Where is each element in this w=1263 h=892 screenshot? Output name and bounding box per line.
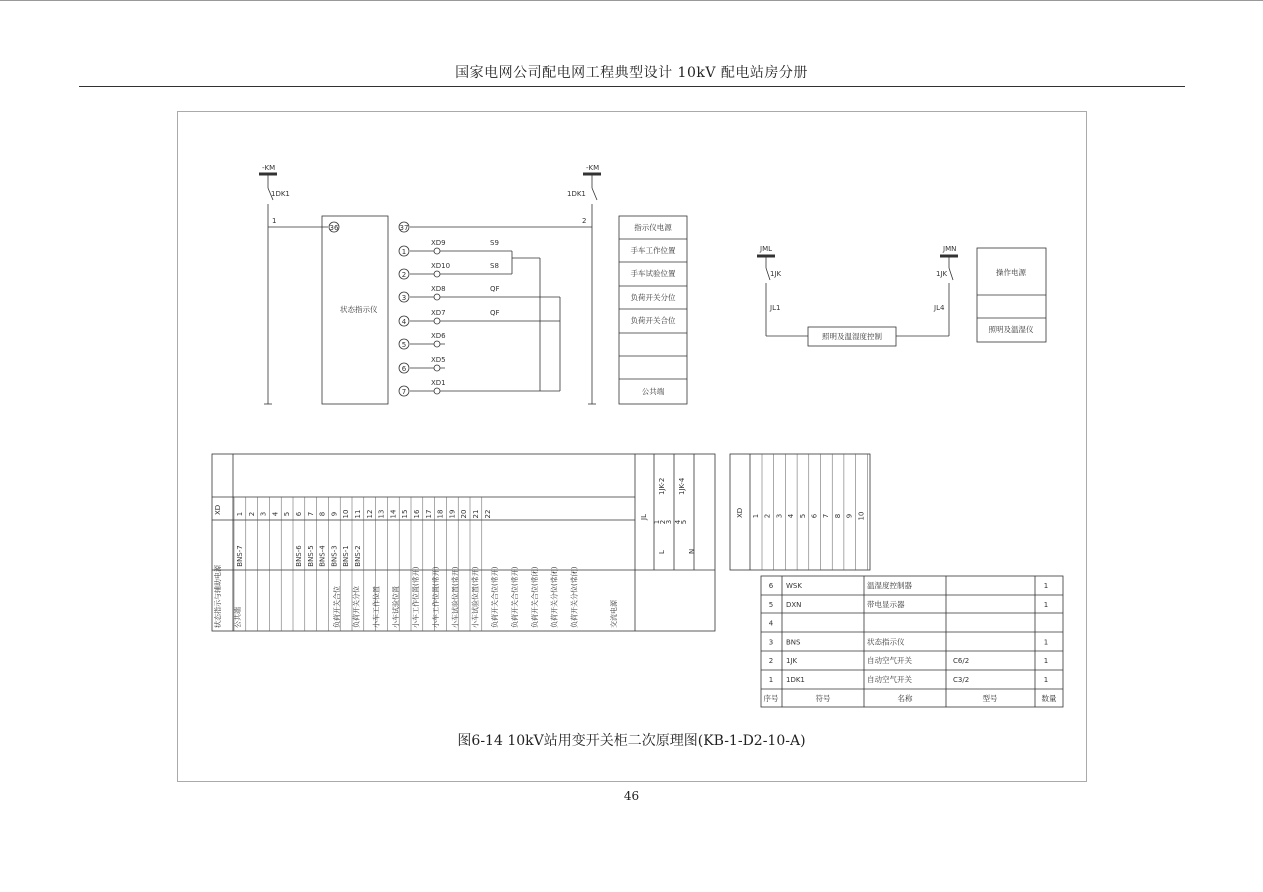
bom-cell-qty: 1 — [1043, 638, 1049, 647]
wire-label-2: 2 — [582, 217, 587, 225]
terminal-number: 1 — [236, 511, 244, 517]
terminal-number: 2 — [763, 513, 772, 519]
bom-cell-no: 1 — [768, 676, 774, 684]
jl-ref-label: 1JK-4 — [678, 477, 686, 495]
right-point-right: JL4 — [934, 304, 945, 312]
bns-label: BNS-2 — [354, 545, 362, 567]
terminal-xd-label: XD10 — [431, 262, 451, 270]
breaker-label-right: 1DK1 — [567, 190, 586, 198]
terminal-number: 15 — [401, 509, 410, 519]
device-label: 状态指示仪 — [340, 305, 378, 314]
function-label: 公共端 — [641, 387, 665, 396]
terminal-xd-label: XD5 — [431, 356, 446, 364]
right-point-left: JL1 — [770, 304, 781, 312]
contact-label: S9 — [490, 239, 499, 247]
terminal-number: 3 — [401, 294, 407, 302]
jl-terminal-number: 5 — [680, 519, 688, 525]
terminal-number: 6 — [810, 513, 819, 519]
terminal-number: 6 — [295, 511, 303, 517]
bns-label: BNS-6 — [295, 545, 303, 567]
jl-header: JL — [640, 514, 648, 520]
function-row-label: 小车工作位置(常开) — [431, 566, 440, 628]
bom-header: 名称 — [897, 694, 913, 703]
figure-caption: 图6-14 10kV站用变开关柜二次原理图(KB-1-D2-10-A) — [457, 733, 806, 749]
function-label: 手车工作位置 — [630, 246, 676, 255]
terminal-number: 6 — [401, 365, 407, 373]
bom-cell-model: C3/2 — [953, 676, 970, 684]
bns-label: BNS-7 — [236, 545, 244, 567]
terminal-number: 37 — [399, 224, 409, 232]
jl-ref-label: 1JK-2 — [658, 477, 666, 495]
load-label: 照明及温湿度控制 — [822, 332, 882, 341]
terminal-number: 9 — [330, 511, 339, 517]
terminal-number: 10 — [342, 509, 351, 519]
terminal-number: 3 — [775, 513, 784, 519]
contact-label: QF — [490, 309, 500, 317]
bus-label-right: -KM — [586, 164, 600, 172]
function-row-label: 小车工作位置(常开) — [412, 566, 420, 628]
function-row-label: 状态指示与辅助电源 — [214, 565, 222, 628]
bus-label-left: -KM — [262, 164, 276, 172]
terminal-number: 8 — [833, 513, 842, 519]
terminal-number: 1 — [401, 248, 407, 256]
terminal-number: 4 — [787, 513, 796, 519]
bom-cell-name: 温湿度控制器 — [867, 581, 912, 590]
function-row-label: 负荷开关分位(常闭) — [550, 566, 559, 628]
right-breaker-right: 1JK — [936, 270, 948, 278]
bom-cell-name: 带电显示器 — [867, 599, 905, 609]
link-marker — [434, 271, 440, 277]
bom-cell-qty: 1 — [1043, 582, 1049, 590]
terminal-number: 1 — [752, 513, 760, 519]
terminal-number: 5 — [798, 513, 807, 519]
terminal-number: 10 — [857, 511, 866, 521]
terminal-number: 22 — [483, 509, 492, 519]
bom-cell-no: 2 — [768, 657, 774, 666]
bom-cell-symbol: 1JK — [786, 657, 798, 666]
terminal-number: 11 — [354, 509, 362, 519]
function-row-label: 小车试验位置 — [392, 586, 401, 628]
right-bus-label-left: JML — [760, 245, 773, 253]
function-row-label: 负荷开关合位(常开) — [491, 566, 500, 628]
bom-cell-name: 状态指示仪 — [867, 637, 905, 647]
contact-label: S8 — [490, 262, 499, 270]
bom-cell-no: 4 — [768, 619, 774, 628]
terminal-xd-label: XD6 — [431, 332, 446, 340]
jl-letter: N — [688, 548, 696, 554]
terminal-xd-label: XD7 — [431, 309, 446, 317]
bom-cell-qty: 1 — [1043, 676, 1049, 684]
terminal-number: 2 — [247, 511, 256, 517]
terminal-xd-label: XD9 — [431, 239, 446, 247]
link-marker — [434, 388, 440, 394]
bom-header: 序号 — [763, 694, 779, 703]
function-label: 照明及温湿仪 — [988, 325, 1034, 334]
bns-label: BNS-3 — [330, 545, 339, 567]
terminal-number: 5 — [283, 511, 292, 517]
bns-label: BNS-1 — [342, 545, 351, 567]
terminal-number: 7 — [822, 513, 831, 519]
breaker-label-left: 1DK1 — [271, 190, 290, 198]
terminal-xd-label: XD8 — [431, 285, 446, 293]
page-number: 46 — [623, 789, 640, 803]
bom-header: 型号 — [982, 694, 998, 703]
bom-cell-name: 自动空气开关 — [867, 656, 912, 666]
function-row-label: 小车工作位置 — [372, 586, 381, 628]
bom-header: 符号 — [815, 694, 831, 703]
terminal-number: 2 — [401, 271, 407, 279]
bom-cell-no: 3 — [768, 638, 774, 647]
bom-cell-no: 6 — [768, 582, 774, 590]
link-marker — [434, 341, 440, 347]
bom-cell-no: 5 — [768, 600, 774, 609]
bom-cell-qty: 1 — [1043, 600, 1049, 609]
function-row-label: 小车试验位置(常开) — [451, 566, 460, 628]
function-row-label: 负荷开关合位(常开) — [511, 566, 519, 628]
jl-terminal-number: 1 — [653, 519, 661, 525]
bom-cell-symbol: DXN — [786, 600, 802, 609]
link-marker — [434, 318, 440, 324]
bom-cell-symbol: 1DK1 — [786, 676, 805, 684]
right-bus-label-right: JMN — [943, 245, 957, 253]
terminal-number: 4 — [271, 511, 280, 517]
function-row-label: 负荷开关合位(常闭) — [530, 566, 539, 628]
xd-header: XD — [214, 504, 222, 515]
bom-cell-symbol: BNS — [786, 638, 801, 647]
terminal-number: 20 — [460, 509, 469, 519]
function-row-label: 负荷开关合位 — [332, 586, 341, 628]
terminal-number: 9 — [845, 513, 854, 519]
terminal-number: 18 — [436, 509, 445, 519]
terminal-number: 17 — [424, 509, 433, 519]
bom-cell-model: C6/2 — [953, 657, 970, 666]
bom-cell-qty: 1 — [1043, 657, 1049, 666]
function-label: 指示仪电源 — [634, 223, 672, 232]
link-marker — [434, 365, 440, 371]
terminal-number: 16 — [413, 509, 421, 519]
xd-header-right: XD — [736, 507, 744, 518]
jl-letter: L — [658, 550, 666, 554]
link-marker — [434, 294, 440, 300]
terminal-number: 12 — [365, 509, 374, 519]
function-label: 负荷开关分位 — [630, 293, 676, 302]
function-label: 负荷开关合位 — [630, 316, 676, 325]
function-row-label: 负荷开关分位 — [352, 586, 361, 628]
page-header: 国家电网公司配电网工程典型设计 10kV 配电站房分册 — [455, 65, 808, 81]
function-label: 操作电源 — [996, 268, 1026, 277]
terminal-number: 8 — [318, 511, 327, 517]
bom-cell-name: 自动空气开关 — [867, 675, 912, 684]
wire-label-1: 1 — [272, 217, 277, 225]
terminal-number: 4 — [401, 318, 407, 326]
function-label: 手车试验位置 — [630, 269, 676, 278]
terminal-number: 21 — [472, 509, 480, 519]
function-row-label: 公共端 — [233, 607, 242, 628]
terminal-number: 13 — [377, 509, 386, 519]
function-row-label: 交流电源 — [610, 600, 618, 628]
bom-cell-symbol: WSK — [786, 582, 802, 590]
terminal-number: 14 — [389, 509, 398, 519]
terminal-number: 5 — [401, 341, 407, 349]
bom-header: 数量 — [1041, 694, 1057, 703]
terminal-xd-label: XD1 — [431, 379, 446, 387]
bns-label: BNS-4 — [318, 545, 327, 567]
terminal-number: 19 — [448, 509, 457, 519]
function-row-label: 负荷开关分位(常闭) — [570, 566, 579, 628]
jl-terminal-number: 4 — [674, 519, 682, 525]
function-row-label: 小车试验位置(常开) — [471, 566, 480, 628]
terminal-number: 3 — [259, 511, 268, 517]
bns-label: BNS-5 — [306, 545, 315, 567]
jl-terminal-number: 2 — [659, 519, 667, 525]
terminal-number: 7 — [401, 388, 407, 396]
contact-label: QF — [490, 285, 500, 293]
link-marker — [434, 248, 440, 254]
terminal-number: 7 — [306, 511, 315, 517]
terminal-number: 36 — [329, 224, 339, 232]
right-breaker-left: 1JK — [770, 270, 782, 278]
jl-terminal-number: 3 — [665, 519, 673, 525]
